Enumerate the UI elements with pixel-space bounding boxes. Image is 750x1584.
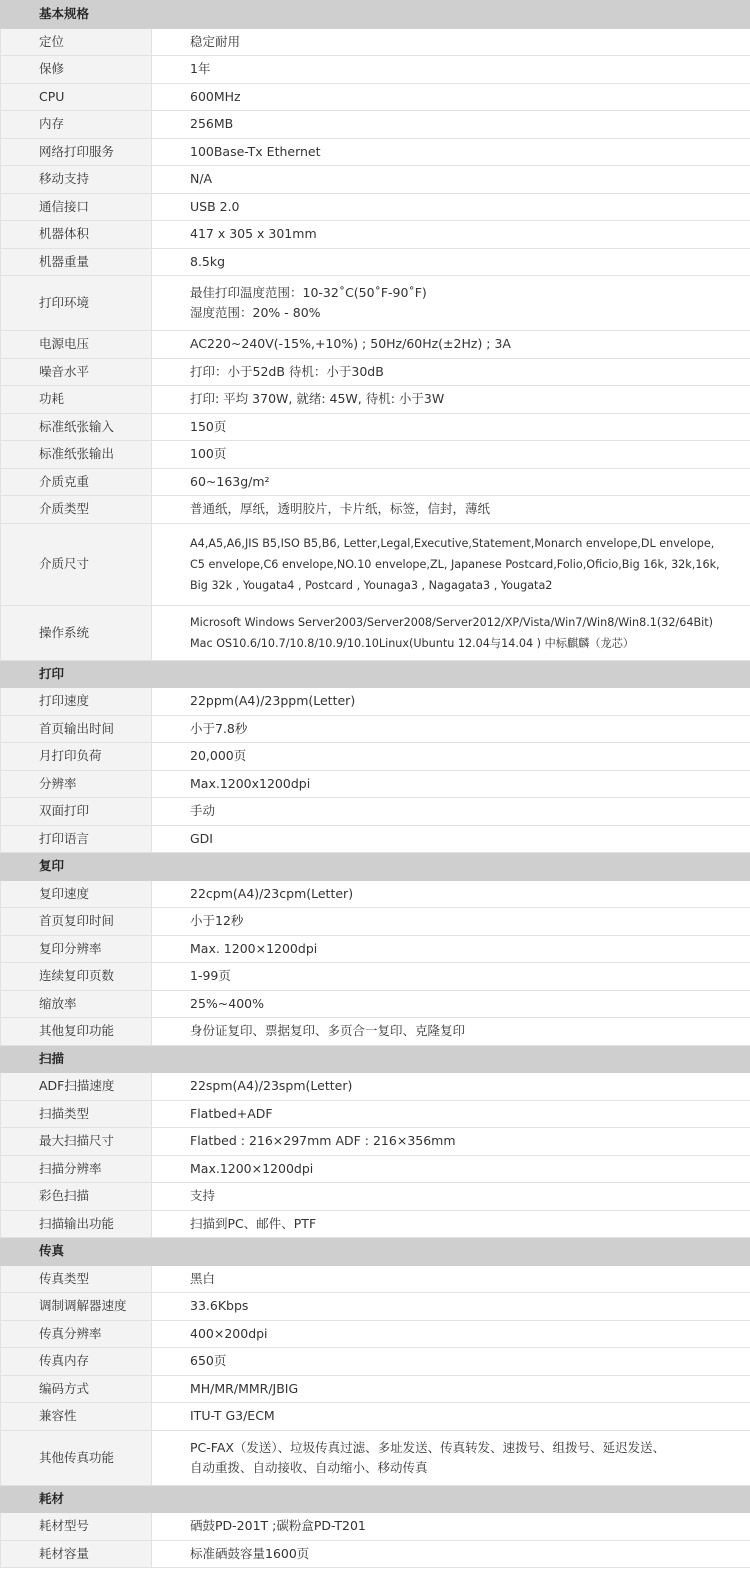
spec-label: 功耗 bbox=[1, 386, 152, 414]
spec-label: 调制调解器速度 bbox=[1, 1293, 152, 1321]
spec-label: 电源电压 bbox=[1, 331, 152, 359]
spec-value-line: 自动重拨、自动接收、自动缩小、移动传真 bbox=[190, 1459, 428, 1475]
spec-row bbox=[1, 770, 750, 798]
spec-label: 移动支持 bbox=[1, 166, 152, 194]
spec-value-line: Microsoft Windows Server2003/Server2008/Server2012/XP/Vista/Win7/Win8/Win8.1(32/64Bit) bbox=[190, 615, 714, 629]
spec-label: 打印语言 bbox=[1, 825, 152, 853]
spec-label: 彩色扫描 bbox=[1, 1183, 152, 1211]
spec-value-line: 600MHz bbox=[190, 88, 241, 104]
spec-value-line: N/A bbox=[190, 171, 213, 187]
spec-value-line: 身份证复印、票据复印、多页合一复印、克隆复印 bbox=[190, 1023, 466, 1039]
spec-value-line: 256MB bbox=[190, 116, 234, 132]
section-title: 扫描 bbox=[1, 1045, 750, 1073]
spec-value-line: 650页 bbox=[190, 1353, 227, 1369]
spec-value-line: 22spm(A4)/23spm(Letter) bbox=[190, 1078, 353, 1094]
spec-value bbox=[152, 28, 750, 56]
section-header bbox=[1, 853, 750, 881]
spec-value-line: 支持 bbox=[190, 1188, 216, 1204]
spec-row bbox=[1, 1540, 750, 1568]
spec-value bbox=[152, 1128, 750, 1156]
spec-value-line: 普通纸，厚纸，透明胶片，卡片纸，标签，信封，薄纸 bbox=[190, 501, 491, 517]
spec-label: 首页输出时间 bbox=[1, 715, 152, 743]
section-title: 传真 bbox=[1, 1238, 750, 1266]
spec-label: 复印速度 bbox=[1, 880, 152, 908]
spec-value bbox=[152, 1293, 750, 1321]
spec-value bbox=[152, 1183, 750, 1211]
spec-value bbox=[152, 1430, 750, 1485]
spec-label: 介质尺寸 bbox=[1, 523, 152, 605]
spec-label: 保修 bbox=[1, 56, 152, 84]
spec-value-line: Mac OS10.6/10.7/10.8/10.9/10.10Linux(Ubuntu 12.04与14.04 ) 中标麒麟（龙芯） bbox=[190, 636, 635, 650]
spec-row bbox=[1, 935, 750, 963]
spec-value-line: A4,A5,A6,JIS B5,ISO B5,B6, Letter,Legal,Executive,Statement,Monarch envelope,DL envelope, bbox=[190, 536, 715, 550]
spec-label: 扫描分辨率 bbox=[1, 1155, 152, 1183]
spec-row bbox=[1, 193, 750, 221]
spec-value-line: Max.1200×1200dpi bbox=[190, 1160, 314, 1176]
spec-row bbox=[1, 83, 750, 111]
spec-value bbox=[152, 166, 750, 194]
spec-table-body bbox=[1, 1, 750, 1568]
spec-row bbox=[1, 331, 750, 359]
spec-value-line: 湿度范围：20% - 80% bbox=[190, 305, 321, 320]
spec-row bbox=[1, 825, 750, 853]
spec-value-line: 400×200dpi bbox=[190, 1325, 268, 1341]
spec-row bbox=[1, 880, 750, 908]
spec-value-line: 1年 bbox=[190, 61, 211, 77]
spec-value bbox=[152, 1073, 750, 1101]
spec-row bbox=[1, 1430, 750, 1485]
spec-label: 扫描输出功能 bbox=[1, 1210, 152, 1238]
spec-label: 其他复印功能 bbox=[1, 1018, 152, 1046]
spec-label: 复印分辨率 bbox=[1, 935, 152, 963]
spec-row bbox=[1, 276, 750, 331]
spec-value-line: 8.5kg bbox=[190, 253, 226, 269]
spec-value-line: MH/MR/MMR/JBIG bbox=[190, 1380, 299, 1396]
spec-label: 介质类型 bbox=[1, 496, 152, 524]
spec-value bbox=[152, 743, 750, 771]
spec-value bbox=[152, 770, 750, 798]
spec-label: 操作系统 bbox=[1, 605, 152, 660]
spec-label: 内存 bbox=[1, 111, 152, 139]
spec-value bbox=[152, 331, 750, 359]
spec-row bbox=[1, 688, 750, 716]
spec-value-line: 60~163g/m² bbox=[190, 473, 270, 489]
spec-label: 标准纸张输出 bbox=[1, 441, 152, 469]
spec-row bbox=[1, 166, 750, 194]
spec-value-line: 小于12秒 bbox=[190, 913, 244, 929]
spec-value bbox=[152, 715, 750, 743]
spec-value bbox=[152, 193, 750, 221]
spec-value bbox=[152, 935, 750, 963]
spec-value bbox=[152, 1403, 750, 1431]
spec-row bbox=[1, 743, 750, 771]
spec-label: 兼容性 bbox=[1, 1403, 152, 1431]
spec-label: 扫描类型 bbox=[1, 1100, 152, 1128]
spec-row bbox=[1, 1403, 750, 1431]
spec-label: 首页复印时间 bbox=[1, 908, 152, 936]
spec-row bbox=[1, 1155, 750, 1183]
spec-value bbox=[152, 83, 750, 111]
spec-label: 噪音水平 bbox=[1, 358, 152, 386]
spec-row bbox=[1, 1320, 750, 1348]
spec-value bbox=[152, 1155, 750, 1183]
spec-value-line: C5 envelope,C6 envelope,NO.10 envelope,ZL, Japanese Postcard,Folio,Oficio,Big 16k, 32k,16k, bbox=[190, 557, 720, 571]
spec-label: 定位 bbox=[1, 28, 152, 56]
spec-value-line: 22cpm(A4)/23cpm(Letter) bbox=[190, 885, 354, 901]
spec-value-line: 150页 bbox=[190, 418, 227, 434]
spec-row bbox=[1, 56, 750, 84]
spec-label: 介质克重 bbox=[1, 468, 152, 496]
spec-label: 耗材型号 bbox=[1, 1513, 152, 1541]
spec-label: 传真内存 bbox=[1, 1348, 152, 1376]
spec-value bbox=[152, 1375, 750, 1403]
spec-value-line: AC220~240V(-15%,+10%) ; 50Hz/60Hz(±2Hz) ; 3A bbox=[190, 336, 511, 352]
spec-value bbox=[152, 908, 750, 936]
spec-row bbox=[1, 1348, 750, 1376]
spec-value-line: 稳定耐用 bbox=[190, 33, 241, 49]
spec-label: 缩放率 bbox=[1, 990, 152, 1018]
spec-value bbox=[152, 1018, 750, 1046]
spec-row bbox=[1, 138, 750, 166]
spec-value bbox=[152, 605, 750, 660]
spec-row bbox=[1, 28, 750, 56]
spec-row bbox=[1, 1375, 750, 1403]
spec-value bbox=[152, 1265, 750, 1293]
spec-row bbox=[1, 715, 750, 743]
spec-value bbox=[152, 468, 750, 496]
spec-value-line: 417 x 305 x 301mm bbox=[190, 226, 317, 242]
spec-label: 连续复印页数 bbox=[1, 963, 152, 991]
spec-row bbox=[1, 386, 750, 414]
spec-value-line: ITU-T G3/ECM bbox=[190, 1408, 275, 1424]
spec-label: 编码方式 bbox=[1, 1375, 152, 1403]
spec-value bbox=[152, 1320, 750, 1348]
spec-label: 双面打印 bbox=[1, 798, 152, 826]
section-header bbox=[1, 1045, 750, 1073]
spec-value-line: 最佳打印温度范围：10-32˚C(50˚F-90˚F) bbox=[190, 285, 427, 300]
spec-value bbox=[152, 248, 750, 276]
spec-label: 分辨率 bbox=[1, 770, 152, 798]
spec-row bbox=[1, 248, 750, 276]
spec-value bbox=[152, 358, 750, 386]
spec-label: CPU bbox=[1, 83, 152, 111]
spec-value bbox=[152, 990, 750, 1018]
spec-value bbox=[152, 56, 750, 84]
section-header bbox=[1, 1485, 750, 1513]
spec-value-line: 25%~400% bbox=[190, 995, 264, 1011]
spec-label: 打印速度 bbox=[1, 688, 152, 716]
spec-label: 打印环境 bbox=[1, 276, 152, 331]
spec-row bbox=[1, 1183, 750, 1211]
spec-row bbox=[1, 221, 750, 249]
spec-row bbox=[1, 1210, 750, 1238]
spec-row bbox=[1, 1100, 750, 1128]
spec-value-line: 标准硒鼓容量1600页 bbox=[190, 1545, 310, 1561]
spec-label: 机器体积 bbox=[1, 221, 152, 249]
spec-value bbox=[152, 1100, 750, 1128]
section-title: 复印 bbox=[1, 853, 750, 881]
spec-value-line: 手动 bbox=[190, 803, 216, 819]
spec-label: 机器重量 bbox=[1, 248, 152, 276]
spec-value bbox=[152, 138, 750, 166]
spec-value bbox=[152, 825, 750, 853]
section-header bbox=[1, 660, 750, 688]
spec-value-line: 33.6Kbps bbox=[190, 1298, 249, 1314]
spec-value-line: 100Base-Tx Ethernet bbox=[190, 143, 321, 159]
spec-row bbox=[1, 111, 750, 139]
spec-row bbox=[1, 1073, 750, 1101]
spec-row bbox=[1, 1018, 750, 1046]
spec-value-line: 硒鼓PD-201T ;碳粉盒PD-T201 bbox=[190, 1518, 366, 1534]
spec-row bbox=[1, 468, 750, 496]
spec-label: 耗材容量 bbox=[1, 1540, 152, 1568]
spec-row bbox=[1, 990, 750, 1018]
spec-value bbox=[152, 1513, 750, 1541]
spec-value bbox=[152, 880, 750, 908]
spec-value bbox=[152, 413, 750, 441]
spec-value-line: 打印: 平均 370W, 就绪: 45W, 待机: 小于3W bbox=[190, 391, 445, 407]
spec-row bbox=[1, 605, 750, 660]
spec-value bbox=[152, 276, 750, 331]
spec-label: 网络打印服务 bbox=[1, 138, 152, 166]
spec-value-line: Flatbed+ADF bbox=[190, 1105, 273, 1121]
spec-value-line: Big 32k , Yougata4 , Postcard , Younaga3 , Nagagata3 , Yougata2 bbox=[190, 578, 553, 592]
spec-value-line: 小于7.8秒 bbox=[190, 720, 248, 736]
section-title: 耗材 bbox=[1, 1485, 750, 1513]
spec-label: 传真类型 bbox=[1, 1265, 152, 1293]
spec-label: 最大扫描尺寸 bbox=[1, 1128, 152, 1156]
spec-value bbox=[152, 441, 750, 469]
spec-row bbox=[1, 798, 750, 826]
spec-value-line: GDI bbox=[190, 830, 213, 846]
spec-value bbox=[152, 496, 750, 524]
spec-value-line: Flatbed : 216×297mm ADF : 216×356mm bbox=[190, 1133, 456, 1149]
spec-value-line: PC-FAX（发送）、垃圾传真过滤、多址发送、传真转发、速拨号、组拨号、延迟发送、 bbox=[190, 1439, 666, 1455]
spec-value bbox=[152, 688, 750, 716]
spec-label: ADF扫描速度 bbox=[1, 1073, 152, 1101]
spec-value-line: Max.1200x1200dpi bbox=[190, 775, 311, 791]
spec-value-line: 100页 bbox=[190, 446, 227, 462]
spec-value bbox=[152, 523, 750, 605]
spec-row bbox=[1, 1128, 750, 1156]
spec-row bbox=[1, 413, 750, 441]
spec-value bbox=[152, 111, 750, 139]
spec-value-line: 扫描到PC、邮件、PTF bbox=[190, 1215, 317, 1231]
spec-row bbox=[1, 963, 750, 991]
spec-value-line: 20,000页 bbox=[190, 748, 247, 764]
spec-value-line: 打印：小于52dB 待机：小于30dB bbox=[190, 363, 384, 379]
section-header bbox=[1, 1238, 750, 1266]
spec-value bbox=[152, 1210, 750, 1238]
spec-value bbox=[152, 386, 750, 414]
section-title: 基本规格 bbox=[1, 1, 750, 29]
spec-label: 标准纸张输入 bbox=[1, 413, 152, 441]
spec-label: 通信接口 bbox=[1, 193, 152, 221]
spec-value-line: Max. 1200×1200dpi bbox=[190, 940, 318, 956]
spec-value-line: 黑白 bbox=[190, 1270, 216, 1286]
spec-label: 传真分辨率 bbox=[1, 1320, 152, 1348]
spec-row bbox=[1, 1293, 750, 1321]
section-title: 打印 bbox=[1, 660, 750, 688]
spec-row bbox=[1, 441, 750, 469]
spec-value bbox=[152, 963, 750, 991]
spec-row bbox=[1, 1513, 750, 1541]
spec-row bbox=[1, 908, 750, 936]
spec-row bbox=[1, 496, 750, 524]
spec-value-line: USB 2.0 bbox=[190, 198, 240, 214]
spec-value bbox=[152, 798, 750, 826]
spec-label: 其他传真功能 bbox=[1, 1430, 152, 1485]
spec-row bbox=[1, 1265, 750, 1293]
spec-value bbox=[152, 1348, 750, 1376]
spec-value bbox=[152, 1540, 750, 1568]
section-header bbox=[1, 1, 750, 29]
spec-value bbox=[152, 221, 750, 249]
spec-label: 月打印负荷 bbox=[1, 743, 152, 771]
spec-row bbox=[1, 523, 750, 605]
spec-row bbox=[1, 358, 750, 386]
spec-value-line: 1-99页 bbox=[190, 968, 231, 984]
spec-value-line: 22ppm(A4)/23ppm(Letter) bbox=[190, 693, 356, 709]
